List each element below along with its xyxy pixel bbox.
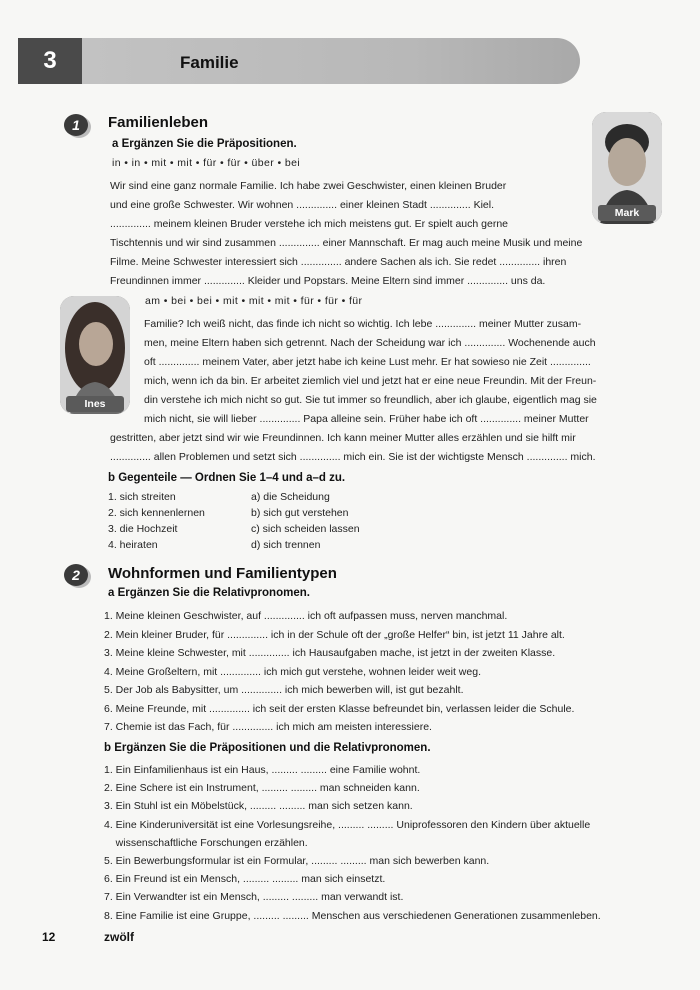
ines-text xyxy=(110,315,662,467)
text-line: Familie? Ich weiß nicht, das finde ich nicht so wichtig. Ich lebe .............. meiner Mutter zusam- xyxy=(144,318,582,330)
text-line: Tischtennis und wir sind zusammen .............. einer Mannschaft. Er mag auch meine Musik und meine xyxy=(110,237,583,249)
list-item: 1. sich streiten xyxy=(108,491,176,503)
text-line: Wir sind eine ganz normale Familie. Ich habe zwei Geschwister, einen kleinen Bruder xyxy=(110,180,507,192)
mark-text xyxy=(110,177,662,291)
text-line: .............. allen Problemen und setzt sich .............. mich ein. Sie ist der wichtigste Mensch .............. mich. xyxy=(110,451,596,463)
word-bank-ines: am • bei • bei • mit • mit • mit • für • für • für xyxy=(145,295,363,307)
list-item: c) sich scheiden lassen xyxy=(251,523,360,535)
relative-pronoun-list xyxy=(104,607,574,737)
preposition-pronoun-list xyxy=(104,761,601,925)
list-item: 4. heiraten xyxy=(108,539,158,551)
list-item: 3. Meine kleine Schwester, mit .............. ich Hausaufgaben mache, ist jetzt in der zweiten Klasse. xyxy=(104,647,556,659)
text-line: und eine große Schwester. Wir wohnen .............. einer kleinen Stadt .............. Kiel. xyxy=(110,199,495,211)
list-item: 6. Ein Freund ist ein Mensch, ......... ......... man sich einsetzt. xyxy=(104,873,386,886)
ines-name-label: Ines xyxy=(66,396,124,412)
list-item: 2. sich kennenlernen xyxy=(108,507,205,519)
text-line: gestritten, aber jetzt sind wir wie Freundinnen. Ich kann meiner Mutter alles erzählen und sie hilft mir xyxy=(110,432,576,444)
section-2-badge: 2 xyxy=(64,564,88,586)
list-item: 3. Ein Stuhl ist ein Möbelstück, ......... ......... man sich setzen kann. xyxy=(104,800,413,813)
text-line: Freundinnen immer .............. Kleider und Popstars. Meine Eltern sind immer .............. uns da. xyxy=(110,275,546,287)
text-line: mich nicht, sie will lieber .............. Papa alleine sein. Früher habe ich oft .............. meiner Mutter xyxy=(144,413,589,425)
opposites-left-list xyxy=(108,489,205,553)
list-item: 5. Ein Bewerbungsformular ist ein Formular, ......... ......... man sich bewerben kann. xyxy=(104,855,490,868)
text-line: men, meine Eltern haben sich getrennt. Nach der Scheidung war ich .............. Wochenende auch xyxy=(144,337,596,349)
list-item: d) sich trennen xyxy=(251,539,321,551)
chapter-title: Familie xyxy=(180,53,239,72)
list-item: 4. Eine Kinderuniversität ist eine Vorlesungsreihe, ......... ......... Uniprofessoren den Kindern über aktuelle xyxy=(104,818,591,831)
list-item: 2. Eine Schere ist ein Instrument, ......... ......... man schneiden kann. xyxy=(104,782,420,795)
exercise-2a-title: a Ergänzen Sie die Relativpronomen. xyxy=(108,587,310,599)
page-word: zwölf xyxy=(104,930,134,944)
section-1-badge: 1 xyxy=(64,114,88,136)
page-number: 12 xyxy=(42,930,56,944)
section-1-title: Familienleben xyxy=(108,114,209,131)
text-line: oft .............. meinem Vater, aber jetzt habe ich keine Lust mehr. Er hat sowieso nie Zeit .............. xyxy=(144,356,591,368)
list-item: a) die Scheidung xyxy=(251,491,330,503)
list-item: 3. die Hochzeit xyxy=(108,523,178,535)
list-item: 7. Chemie ist das Fach, für .............. ich mich am meisten interessiere. xyxy=(104,721,432,733)
list-item: 1. Ein Einfamilienhaus ist ein Haus, ......... ......... eine Familie wohnt. xyxy=(104,764,421,776)
mark-name-label: Mark xyxy=(598,205,656,221)
list-item: 5. Der Job als Babysitter, um .............. ich mich bewerben will, ist gut bezahlt. xyxy=(104,684,464,696)
section-2-title: Wohnformen und Familientypen xyxy=(108,565,337,582)
text-line: Filme. Meine Schwester interessiert sich .............. andere Sachen als ich. Sie redet .............. ihren xyxy=(110,256,567,268)
list-item: 2. Mein kleiner Bruder, für .............. ich in der Schule oft der „große Helfer“ bin, ist jetzt 11 Jahre alt. xyxy=(104,628,565,641)
chapter-number: 3 xyxy=(18,38,82,84)
text-line: .............. meinem kleinen Bruder verstehe ich mich meistens gut. Er spielt auch gerne xyxy=(110,218,509,230)
text-line: din verstehe ich mich nicht so gut. Sie tut immer so freundlich, aber ich glaube, eigentlich mag sie xyxy=(144,394,597,406)
chapter-header-band xyxy=(18,38,580,84)
list-item: 7. Ein Verwandter ist ein Mensch, ......... ......... man verwandt ist. xyxy=(104,891,404,904)
text-line: mich, wenn ich da bin. Er arbeitet ziemlich viel und jetzt hat er eine neue Freundin. Mit der Freun- xyxy=(144,375,597,387)
word-bank-mark: in • in • mit • mit • für • für • über • bei xyxy=(112,157,301,169)
list-item: 1. Meine kleinen Geschwister, auf .............. ich oft aufpassen muss, nerven manchmal. xyxy=(104,610,508,622)
list-item: 6. Meine Freunde, mit .............. ich seit der ersten Klasse befreundet bin, verlassen leider die Schule. xyxy=(104,702,575,715)
list-item: 4. Meine Großeltern, mit .............. ich mich gut verstehe, wohnen leider weit weg. xyxy=(104,665,481,678)
exercise-1b-title: b Gegenteile — Ordnen Sie 1–4 und a–d zu. xyxy=(108,472,346,484)
exercise-1a-title: a Ergänzen Sie die Präpositionen. xyxy=(112,138,297,150)
opposites-right-list xyxy=(251,489,360,553)
list-item: 8. Eine Familie ist eine Gruppe, ......... ......... Menschen aus verschiedenen Generationen zusammenleben. xyxy=(104,909,601,922)
exercise-2b-title: b Ergänzen Sie die Präpositionen und die Relativpronomen. xyxy=(104,742,431,754)
list-item: wissenschaftliche Forschungen erzählen. xyxy=(104,836,308,849)
list-item: b) sich gut verstehen xyxy=(251,507,349,519)
